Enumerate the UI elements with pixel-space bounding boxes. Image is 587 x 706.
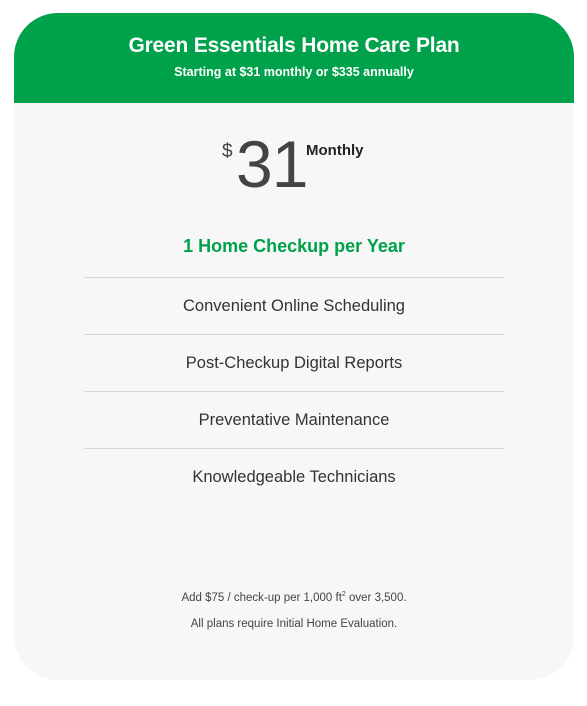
price-period: Monthly — [306, 142, 364, 159]
evaluation-note: All plans require Initial Home Evaluation. — [190, 617, 398, 630]
feature-item: Preventative Maintenance — [84, 392, 504, 449]
price-currency: $ — [222, 141, 233, 162]
feature-item: Convenient Online Scheduling — [84, 278, 504, 335]
plan-title: Green Essentials Home Care Plan — [128, 34, 460, 57]
surcharge-suffix: over 3,500. — [345, 591, 407, 604]
surcharge-superscript: 2 — [341, 591, 346, 598]
price-block — [14, 103, 574, 235]
feature-item: Post-Checkup Digital Reports — [84, 335, 504, 392]
feature-list — [84, 277, 504, 505]
footnotes — [14, 587, 574, 642]
plan-card — [14, 13, 574, 680]
plan-subtitle: Starting at $31 monthly or $335 annually — [174, 65, 414, 79]
headline-feature: 1 Home Checkup per Year — [183, 236, 405, 256]
price-amount: 31 — [236, 127, 308, 201]
feature-item: Knowledgeable Technicians — [192, 468, 396, 486]
plan-header — [14, 13, 574, 103]
surcharge-prefix: Add $75 / check-up per 1,000 ft — [181, 591, 342, 604]
surcharge-note — [14, 587, 574, 606]
